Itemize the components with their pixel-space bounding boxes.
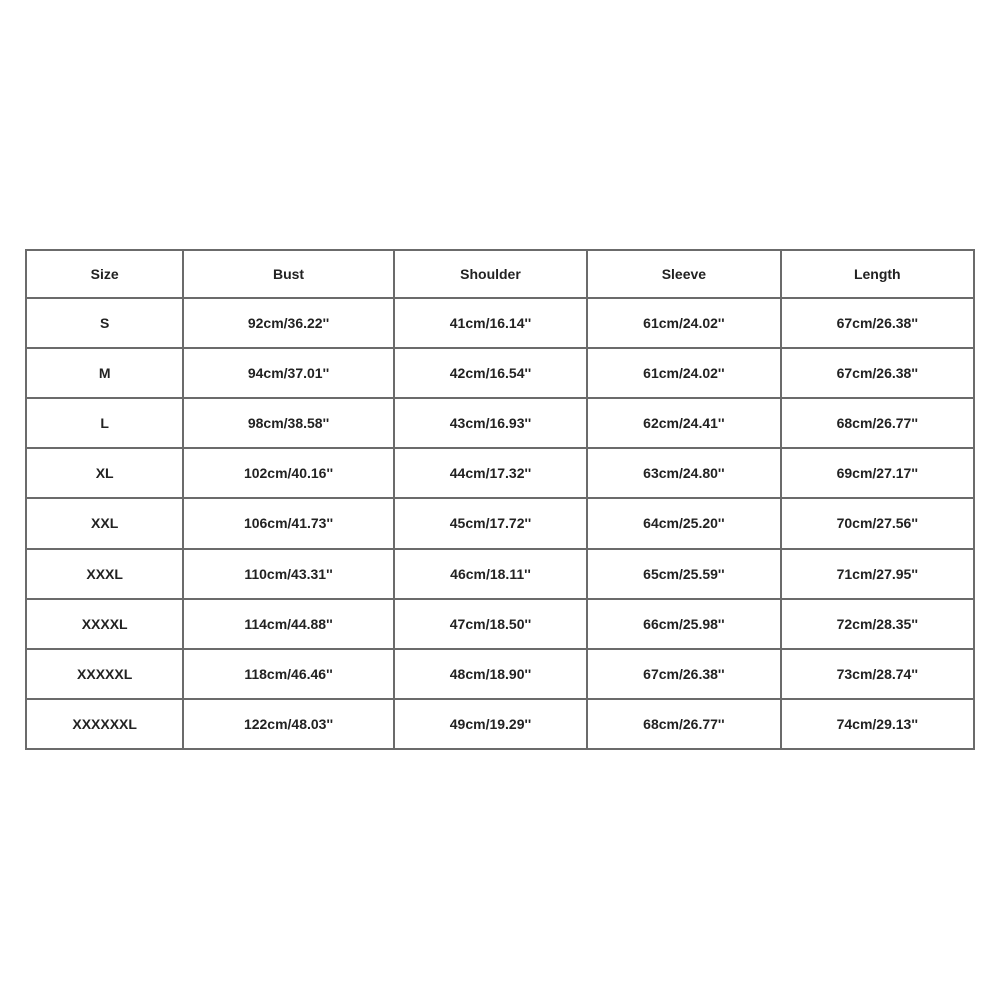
cell-shoulder: 44cm/17.32'' [394,448,587,498]
cell-shoulder: 49cm/19.29'' [394,699,587,749]
cell-length: 71cm/27.95'' [781,549,974,599]
cell-length: 69cm/27.17'' [781,448,974,498]
size-chart-body [26,298,974,749]
cell-bust: 102cm/40.16'' [183,448,393,498]
header-shoulder: Shoulder [394,250,587,298]
cell-sleeve: 61cm/24.02'' [587,348,780,398]
header-sleeve: Sleeve [587,250,780,298]
table-row [26,549,974,599]
cell-shoulder: 42cm/16.54'' [394,348,587,398]
table-row [26,699,974,749]
cell-shoulder: 46cm/18.11'' [394,549,587,599]
header-size: Size [26,250,183,298]
cell-bust: 122cm/48.03'' [183,699,393,749]
cell-shoulder: 43cm/16.93'' [394,398,587,448]
cell-length: 67cm/26.38'' [781,348,974,398]
cell-sleeve: 61cm/24.02'' [587,298,780,348]
cell-bust: 110cm/43.31'' [183,549,393,599]
cell-sleeve: 62cm/24.41'' [587,398,780,448]
cell-size: S [26,298,183,348]
header-length: Length [781,250,974,298]
cell-shoulder: 48cm/18.90'' [394,649,587,699]
cell-shoulder: 41cm/16.14'' [394,298,587,348]
cell-bust: 118cm/46.46'' [183,649,393,699]
table-row [26,298,974,348]
cell-sleeve: 63cm/24.80'' [587,448,780,498]
cell-size: XXXXL [26,599,183,649]
cell-bust: 106cm/41.73'' [183,498,393,548]
cell-bust: 98cm/38.58'' [183,398,393,448]
table-row [26,398,974,448]
cell-sleeve: 66cm/25.98'' [587,599,780,649]
cell-size: M [26,348,183,398]
cell-bust: 94cm/37.01'' [183,348,393,398]
table-row [26,498,974,548]
cell-shoulder: 47cm/18.50'' [394,599,587,649]
cell-size: XL [26,448,183,498]
cell-length: 73cm/28.74'' [781,649,974,699]
size-chart-header [26,250,974,298]
cell-length: 74cm/29.13'' [781,699,974,749]
cell-length: 70cm/27.56'' [781,498,974,548]
header-row [26,250,974,298]
table-row [26,348,974,398]
table-row [26,599,974,649]
cell-sleeve: 67cm/26.38'' [587,649,780,699]
cell-sleeve: 68cm/26.77'' [587,699,780,749]
cell-shoulder: 45cm/17.72'' [394,498,587,548]
cell-length: 72cm/28.35'' [781,599,974,649]
cell-sleeve: 65cm/25.59'' [587,549,780,599]
cell-size: XXL [26,498,183,548]
cell-bust: 92cm/36.22'' [183,298,393,348]
table-row [26,649,974,699]
cell-size: XXXXXXL [26,699,183,749]
cell-bust: 114cm/44.88'' [183,599,393,649]
cell-size: L [26,398,183,448]
cell-size: XXXL [26,549,183,599]
cell-length: 67cm/26.38'' [781,298,974,348]
header-bust: Bust [183,250,393,298]
size-chart-table [25,249,975,750]
cell-length: 68cm/26.77'' [781,398,974,448]
table-row [26,448,974,498]
cell-size: XXXXXL [26,649,183,699]
cell-sleeve: 64cm/25.20'' [587,498,780,548]
